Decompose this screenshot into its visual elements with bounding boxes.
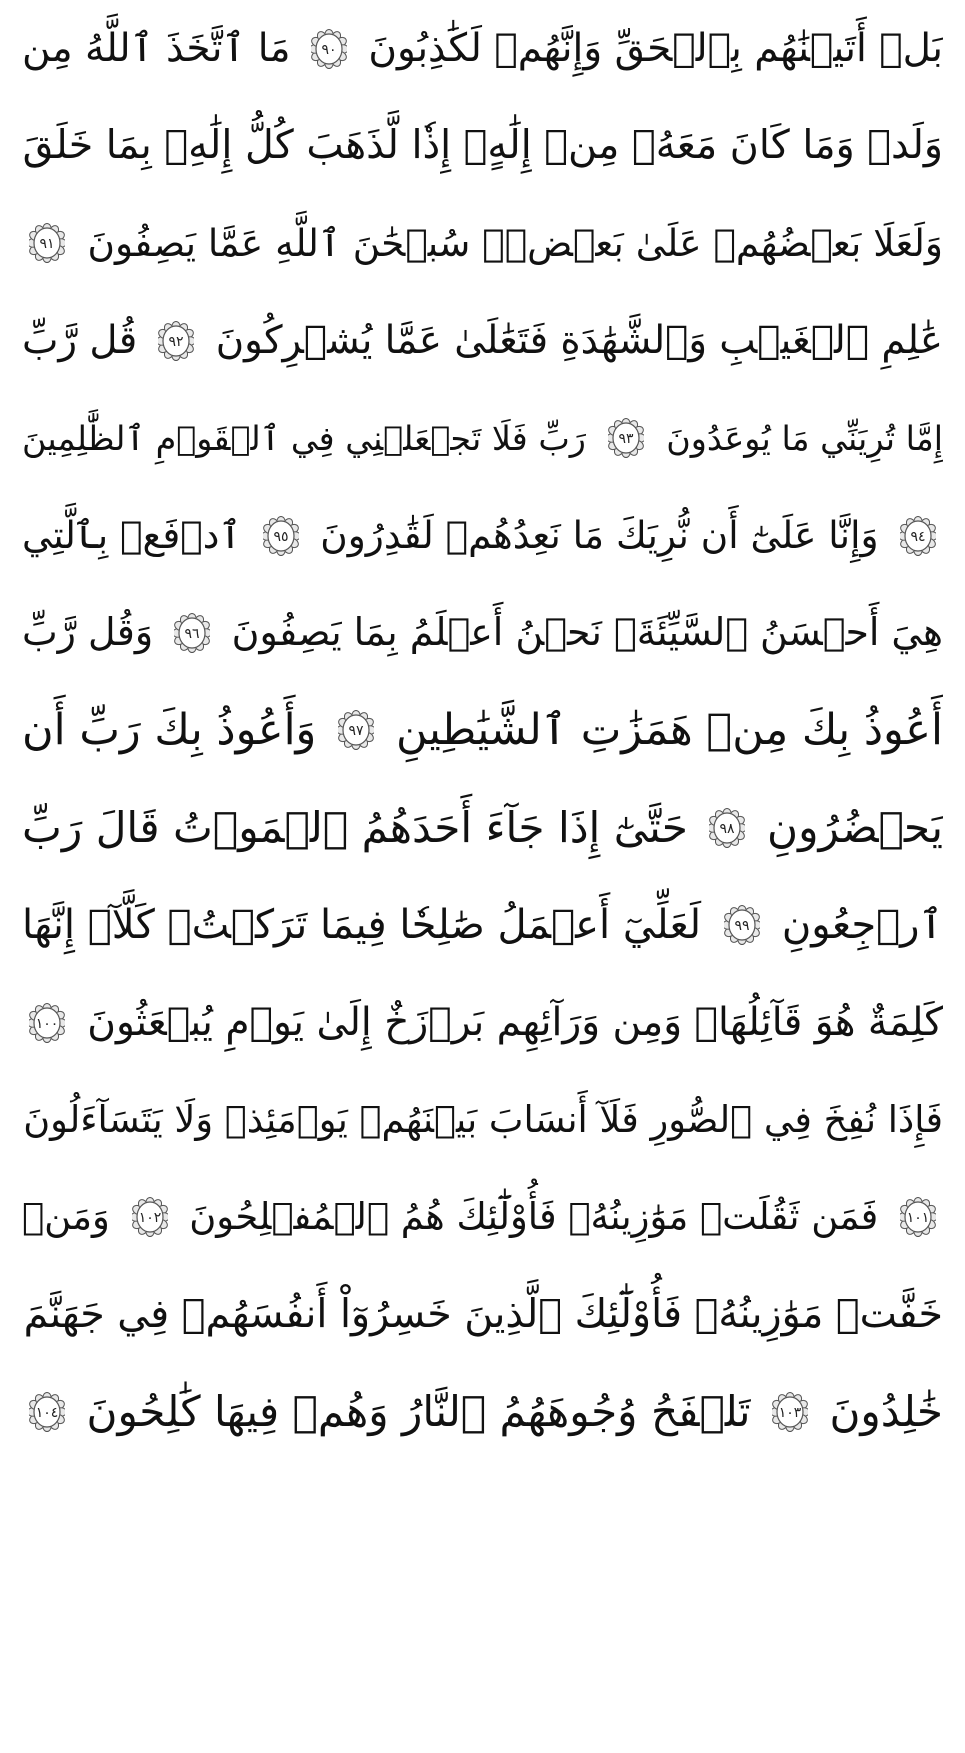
text-line <box>22 487 943 584</box>
ayah-number: ٩٤ <box>910 528 926 545</box>
verse-text: رَبِّ فَلَا تَجۡعَلۡنِي فِي ٱلۡقَوۡمِ ٱلظَّٰلِمِينَ <box>22 418 586 458</box>
ayah-number: ٩٣ <box>618 431 634 448</box>
text-line <box>22 292 943 389</box>
ayah-number: ٩١ <box>39 236 55 253</box>
verse-text: ٱدۡفَعۡ بِٱلَّتِي <box>22 512 242 557</box>
verse-text: عَٰلِمِ ٱلۡغَيۡبِ وَٱلشَّهَٰدَةِ فَتَعَٰلَىٰ عَمَّا يُشۡرِكُونَ <box>215 317 943 363</box>
text-line <box>22 0 943 97</box>
verse-text: أَعُوذُ بِكَ مِنۡ هَمَزَٰتِ ٱلشَّيَٰطِينِ <box>396 704 943 755</box>
verse-text: تَلۡفَحُ وُجُوهَهُمُ ٱلنَّارُ وَهُمۡ فِيهَا كَٰلِحُونَ <box>86 1387 751 1437</box>
text-line <box>22 1266 943 1363</box>
verse-text: يَحۡضُرُونِ <box>767 802 943 852</box>
ayah-number: ١٠١ <box>906 1210 930 1227</box>
verse-text: حَتَّىٰٓ إِذَا جَآءَ أَحَدَهُمُ ٱلۡمَوۡتُ قَالَ رَبِّ <box>22 802 688 852</box>
ayah-number: ٩٠ <box>321 41 337 58</box>
ayah-end-marker-icon <box>771 1389 809 1435</box>
ayah-end-marker-icon <box>899 513 937 559</box>
text-line <box>22 1071 943 1168</box>
text-line <box>22 584 943 681</box>
text-line <box>22 97 943 194</box>
ayah-number: ٩٧ <box>348 723 364 740</box>
verse-text: ٱرۡجِعُونِ <box>781 902 943 949</box>
ayah-end-marker-icon <box>262 513 300 559</box>
verse-text: وَمَنۡ <box>22 1194 110 1238</box>
verse-text: وَلَدٖ وَمَا كَانَ مَعَهُۥ مِنۡ إِلَٰهٍۚ إِذٗا لَّذَهَبَ كُلُّ إِلَٰهِۭ بِمَا خَلَقَ <box>22 122 943 169</box>
verse-text: كَلِمَةٌ هُوَ قَآئِلُهَاۖ وَمِن وَرَآئِهِم بَرۡزَخٌ إِلَىٰ يَوۡمِ يُبۡعَثُونَ <box>87 1000 943 1046</box>
ayah-number: ٩٨ <box>719 820 735 837</box>
verse-text: بَلۡ أَتَيۡنَٰهُم بِٱلۡحَقِّ وَإِنَّهُمۡ لَكَٰذِبُونَ <box>368 26 943 72</box>
ayah-end-marker-icon <box>310 26 348 72</box>
text-line <box>22 1169 943 1266</box>
verse-text: هِيَ أَحۡسَنُ ٱلسَّيِّئَةَۚ نَحۡنُ أَعۡلَمُ بِمَا يَصِفُونَ <box>231 610 943 655</box>
ayah-end-marker-icon <box>28 220 66 266</box>
verse-text: وَلَعَلَا بَعۡضُهُمۡ عَلَىٰ بَعۡضٖۚ سُبۡحَٰنَ ٱللَّهِ عَمَّا يَصِفُونَ <box>87 220 943 265</box>
ayah-number: ١٠٤ <box>35 1405 59 1422</box>
ayah-end-marker-icon <box>28 1000 66 1046</box>
ayah-number: ١٠٢ <box>138 1210 161 1227</box>
verse-text: مَا ٱتَّخَذَ ٱللَّهُ مِن <box>22 26 291 72</box>
verse-text: فَمَن ثَقُلَتۡ مَوَٰزِينُهُۥ فَأُوْلَٰٓئِكَ هُمُ ٱلۡمُفۡلِحُونَ <box>189 1194 879 1238</box>
text-line <box>22 390 943 487</box>
ayah-number: ٩٢ <box>168 333 184 350</box>
ayah-number: ٩٥ <box>273 528 289 545</box>
text-line <box>22 779 943 876</box>
ayah-number: ٩٦ <box>184 626 200 643</box>
verse-text: فَإِذَا نُفِخَ فِي ٱلصُّورِ فَلَآ أَنسَابَ بَيۡنَهُمۡ يَوۡمَئِذٖ وَلَا يَتَسَآءَلُونَ <box>23 1097 943 1141</box>
ayah-end-marker-icon <box>28 1389 66 1435</box>
verse-text: إِمَّا تُرِيَنِّي مَا يُوعَدُونَ <box>666 418 943 458</box>
verse-text: وَقُل رَّبِّ <box>22 610 154 655</box>
ayah-end-marker-icon <box>337 707 375 753</box>
ayah-number: ١٠٠ <box>35 1015 59 1032</box>
text-line <box>22 974 943 1071</box>
verse-text: لَعَلِّيٓ أَعۡمَلُ صَٰلِحٗا فِيمَا تَرَكۡتُۚ كَلَّآۚ إِنَّهَا <box>22 902 702 949</box>
verse-text: قُل رَّبِّ <box>22 317 138 363</box>
ayah-number: ٩٩ <box>733 918 750 935</box>
text-line <box>22 877 943 974</box>
text-line <box>22 1363 943 1460</box>
ayah-end-marker-icon <box>131 1194 169 1240</box>
text-line <box>22 195 943 292</box>
ayah-number: ١٠٣ <box>778 1405 802 1422</box>
ayah-end-marker-icon <box>723 902 761 948</box>
verse-text: وَإِنَّا عَلَىٰٓ أَن نُّرِيَكَ مَا نَعِدُهُمۡ لَقَٰدِرُونَ <box>320 512 879 557</box>
ayah-end-marker-icon <box>708 805 746 851</box>
ayah-end-marker-icon <box>157 318 195 364</box>
ayah-end-marker-icon <box>899 1194 937 1240</box>
text-line <box>22 682 943 779</box>
verse-text: خَفَّتۡ مَوَٰزِينُهُۥ فَأُوْلَٰٓئِكَ ٱلَّذِينَ خَسِرُوٓاْ أَنفُسَهُمۡ فِي جَهَنَّمَ <box>23 1290 943 1337</box>
ayah-end-marker-icon <box>607 415 645 461</box>
ayah-end-marker-icon <box>173 610 211 656</box>
verse-text: وَأَعُوذُ بِكَ رَبِّ أَن <box>22 704 317 755</box>
verse-text: خَٰلِدُونَ <box>829 1387 943 1437</box>
